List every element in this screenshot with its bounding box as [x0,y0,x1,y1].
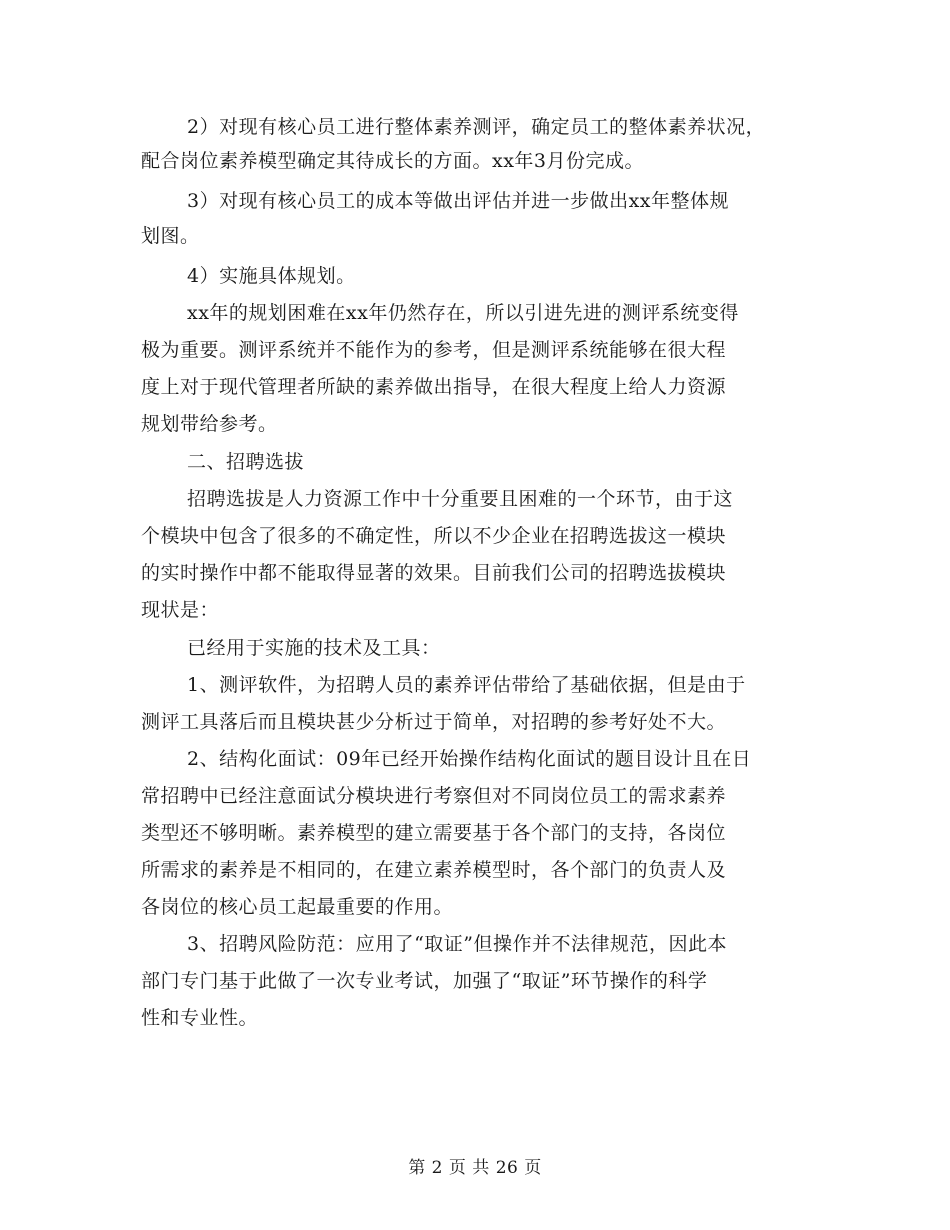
body-line: 3）对现有核心员工的成本等做出评估并进一步做出xx年整体规 [187,190,730,212]
body-line: 已经用于实施的技术及工具： [187,637,441,659]
body-line: 3、招聘风险防范：应用了“取证”但操作并不法律规范，因此本 [187,933,728,955]
body-line: 各岗位的核心员工起最重要的作用。 [141,896,454,918]
body-line: 所需求的素养是不相同的，在建立素养模型时，各个部门的负责人及 [141,859,727,881]
body-line: 划图。 [141,225,200,247]
body-line: 规划带给参考。 [141,413,278,435]
body-line: 个模块中包含了很多的不确定性，所以不少企业在招聘选拔这一模块 [141,525,727,547]
body-line: 现状是： [141,599,220,621]
body-line: 2、结构化面试：09年已经开始操作结构化面试的题目设计且在日 [187,748,752,770]
body-line: 招聘选拔是人力资源工作中十分重要且困难的一个环节，由于这 [187,488,734,510]
section-heading: 二、招聘选拔 [187,451,305,473]
body-line: 度上对于现代管理者所缺的素养做出指导，在很大程度上给人力资源 [141,376,727,398]
body-line: 部门专门基于此做了一次专业考试，加强了“取证”环节操作的科学 [141,970,708,992]
body-line: 极为重要。测评系统并不能作为的参考，但是测评系统能够在很大程 [141,339,727,361]
body-line: 测评工具落后而且模块甚少分析过于简单，对招聘的参考好处不大。 [141,711,727,733]
body-line: 常招聘中已经注意面试分模块进行考察但对不同岗位员工的需求素养 [141,785,727,807]
body-line: xx年的规划困难在xx年仍然存在，所以引进先进的测评系统变得 [187,302,739,324]
body-line: 配合岗位素养模型确定其待成长的方面。xx年3月份完成。 [141,150,645,172]
body-line: 类型还不够明晰。素养模型的建立需要基于各个部门的支持，各岗位 [141,822,727,844]
body-line: 1、测评软件，为招聘人员的素养评估带给了基础依据，但是由于 [187,674,746,696]
body-line: 性和专业性。 [141,1007,259,1029]
page-number-footer: 第 2 页 共 26 页 [408,1158,542,1178]
body-line: 4）实施具体规划。 [187,265,356,287]
body-line: 2）对现有核心员工进行整体素养测评，确定员工的整体素养状况， [187,116,766,138]
body-line: 的实时操作中都不能取得显著的效果。目前我们公司的招聘选拔模块 [141,562,727,584]
